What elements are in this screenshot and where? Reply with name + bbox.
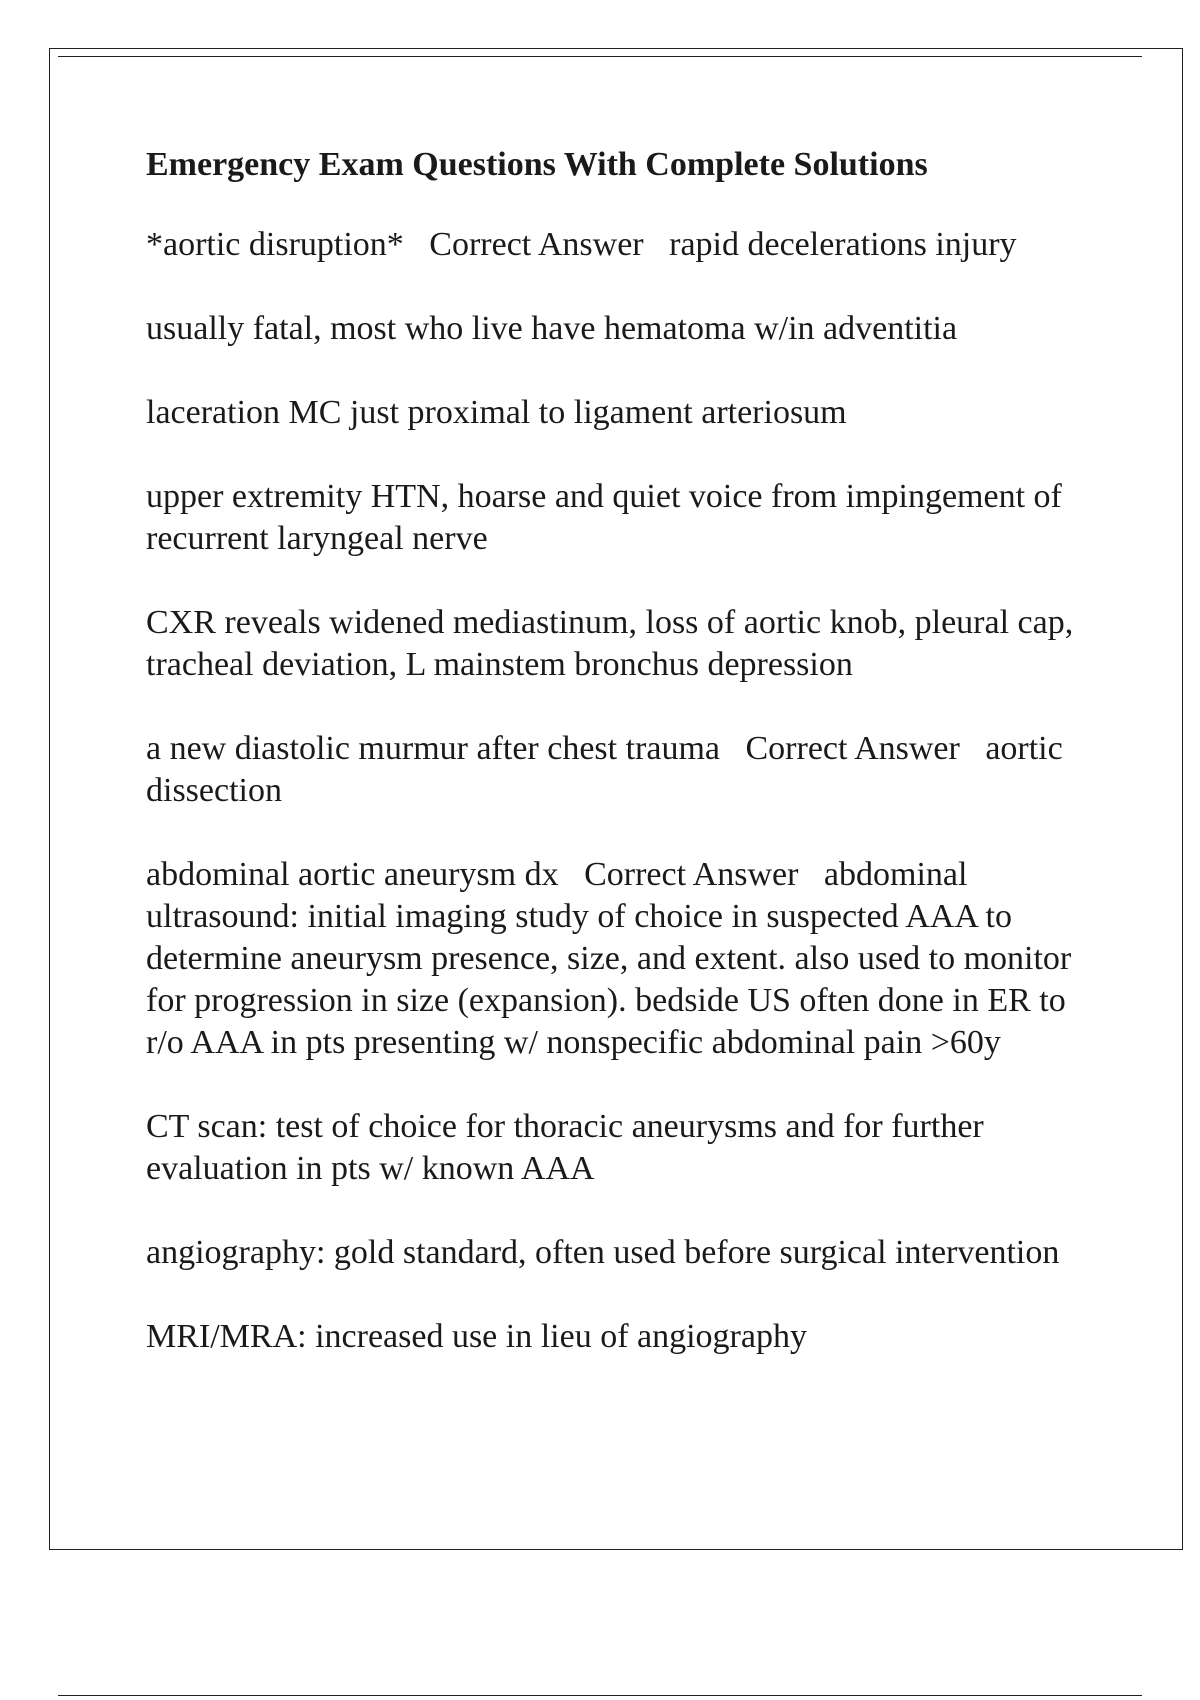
paragraph: CT scan: test of choice for thoracic aneurysms and for further evaluation in pts w/ known AAA: [146, 1108, 993, 1187]
document-body: [146, 144, 1096, 1400]
paragraph: usually fatal, most who live have hematoma w/in adventitia: [146, 310, 958, 347]
paragraph: abdominal aortic aneurysm dx Correct Answer abdominal ultrasound: initial imaging study of choice in suspected AAA to determine aneurysm presence, size, and extent. also used to monitor for progression in size (expansion). bedside US often done in ER to r/o AAA in pts presenting w/ nonspecific abdominal pain >60y: [146, 856, 1080, 1061]
paragraph: a new diastolic murmur after chest trauma Correct Answer aortic dissection: [146, 730, 1072, 809]
paragraph: angiography: gold standard, often used before surgical intervention: [146, 1234, 1060, 1271]
paragraph: MRI/MRA: increased use in lieu of angiography: [146, 1318, 807, 1355]
paragraph: CXR reveals widened mediastinum, loss of aortic knob, pleural cap, tracheal deviation, L mainstem bronchus depression: [146, 604, 1082, 683]
paragraph: *aortic disruption* Correct Answer rapid decelerations injury: [146, 226, 1017, 263]
bottom-rule: [58, 1695, 1142, 1696]
paragraph: upper extremity HTN, hoarse and quiet voice from impingement of recurrent laryngeal nerve: [146, 478, 1071, 557]
document-title: Emergency Exam Questions With Complete Solutions: [146, 146, 928, 183]
top-rule: [58, 56, 1142, 57]
paragraph: laceration MC just proximal to ligament arteriosum: [146, 394, 847, 431]
